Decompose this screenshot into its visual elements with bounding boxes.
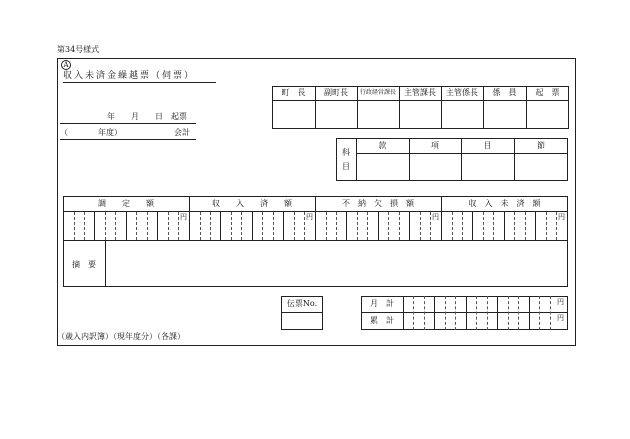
approval-header-staff: 係 員 — [492, 88, 517, 97]
yen-unit-deficit: 円 — [432, 213, 439, 221]
subject-label-bottom: 目 — [342, 162, 350, 171]
yen-unit-uncollected: 円 — [558, 213, 565, 221]
subject-header-moku: 目 — [483, 141, 492, 150]
circle-mark — [61, 60, 71, 70]
footer-note: （歳入内訳簿）（現年度分）（各課） — [57, 332, 185, 341]
amount-header-assessed: 調 定 額 — [98, 199, 154, 208]
amount-header-collected: 収 入 済 額 — [212, 199, 292, 208]
approval-header-mayor: 町 長 — [281, 88, 306, 97]
slip-number-label: 伝票No. — [286, 299, 318, 308]
monthly-total-label: 月 計 — [370, 299, 394, 308]
subject-label-top: 科 — [342, 148, 350, 157]
circle-mark-letter: A — [63, 61, 69, 69]
amount-header-deficit: 不 納 欠 損 額 — [342, 199, 414, 208]
subject-header-setsu: 節 — [537, 141, 545, 150]
summary-label: 摘 要 — [72, 260, 96, 269]
cumulative-total-label: 累 計 — [370, 316, 394, 325]
form-title: 収入未済金繰越票（伺票） — [63, 71, 196, 81]
yen-unit-assessed: 円 — [180, 213, 187, 221]
subject-header-kan: 款 — [378, 141, 387, 150]
fiscal-year-label: 年度） — [98, 128, 122, 137]
yen-unit-cumulative: 円 — [557, 314, 564, 322]
yen-unit-collected: 円 — [306, 213, 313, 221]
approval-header-drafter: 起 票 — [535, 88, 560, 97]
amount-header-uncollected: 収 入 未 済 額 — [468, 199, 541, 208]
approval-header-unit-chief: 主管係長 — [446, 88, 478, 97]
subject-header-kou: 項 — [431, 141, 439, 150]
approval-header-section-chief: 主管課長 — [404, 88, 436, 97]
yen-unit-monthly: 円 — [557, 298, 564, 306]
fiscal-open-paren: （ — [60, 128, 68, 137]
account-label: 会計 — [174, 128, 190, 137]
form-number: 第34号様式 — [57, 45, 100, 54]
title-underline — [63, 82, 216, 83]
draft-date-line: 年 月 日 起票 — [107, 112, 187, 121]
approval-header-deputy-mayor: 副町長 — [324, 88, 348, 97]
approval-header-admin-manager: 行政経営課長 — [359, 89, 396, 96]
